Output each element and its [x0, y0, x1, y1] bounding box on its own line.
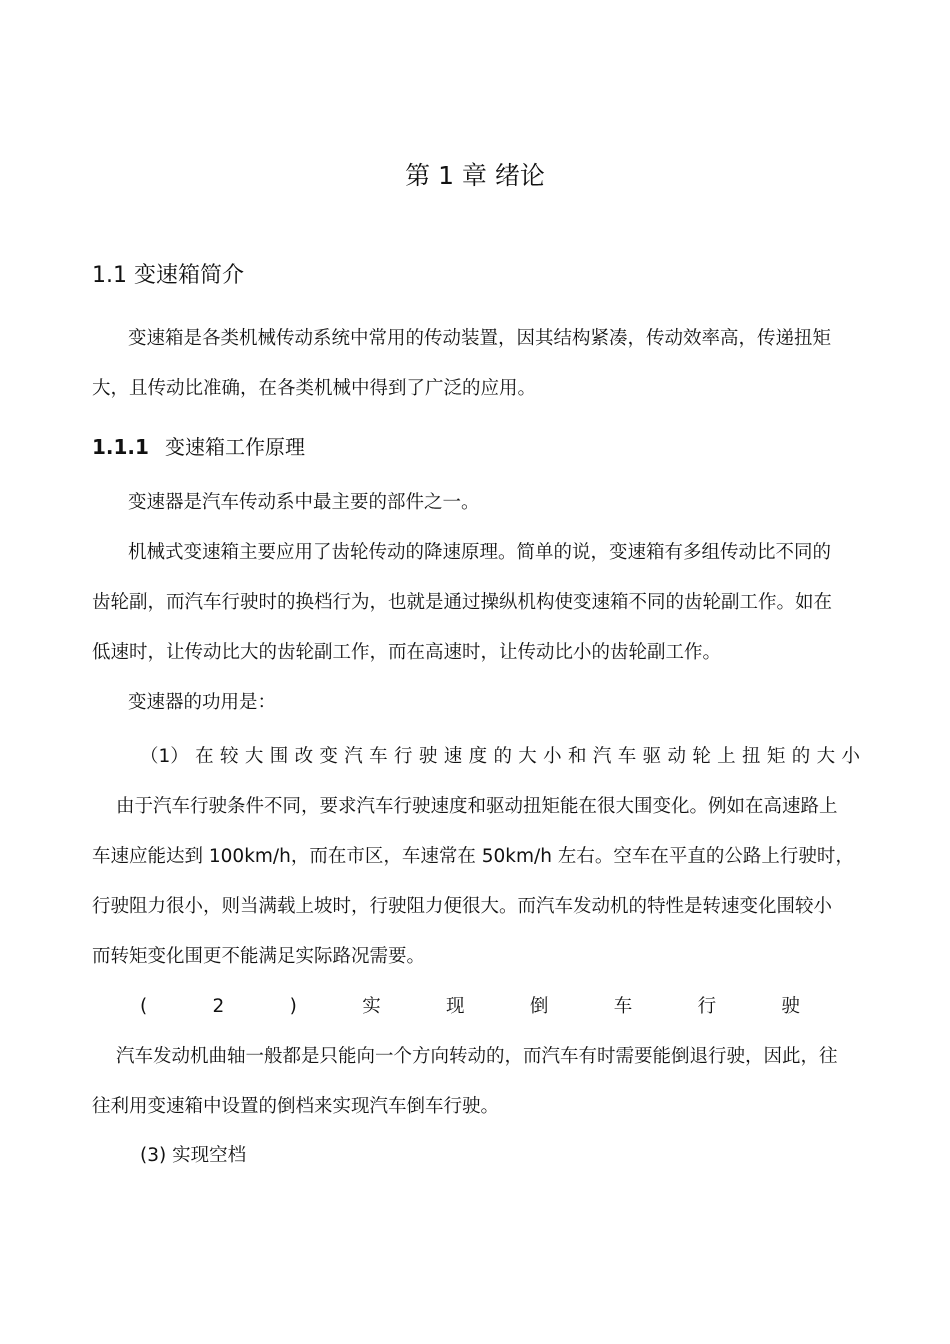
subsection-number: 1.1.1	[92, 435, 149, 459]
paragraph-line: 齿轮副，而汽车行驶时的换档行为，也就是通过操纵机构使变速箱不同的齿轮副工作。如在	[92, 592, 833, 613]
paragraph-line: 大，且传动比准确，在各类机械中得到了广泛的应用。	[92, 378, 537, 399]
paragraph-line: 低速时，让传动比大的齿轮副工作，而在高速时，让传动比小的齿轮副工作。	[92, 642, 722, 663]
paragraph-line: 车速应能达到 100km/h，而在市区，车速常在 50km/h 左右。空车在平直的公路上行驶时，	[92, 846, 854, 867]
chapter-title: 第 1 章 绪论	[405, 161, 545, 190]
list-item-heading: ( 2 ) 实 现 倒 车 行 驶	[140, 996, 800, 1017]
section-title: 1.1 变速箱简介	[92, 263, 244, 288]
paragraph-line: 变速器是汽车传动系中最主要的部件之一。	[128, 492, 480, 513]
paragraph-line: 往利用变速箱中设置的倒档来实现汽车倒车行驶。	[92, 1096, 500, 1117]
paragraph-line: 机械式变速箱主要应用了齿轮传动的降速原理。简单的说，变速箱有多组传动比不同的	[128, 542, 832, 563]
paragraph-line: 由于汽车行驶条件不同，要求汽车行驶速度和驱动扭矩能在很大围变化。例如在高速路上	[116, 796, 838, 817]
list-item-heading: (3) 实现空档	[140, 1145, 247, 1166]
paragraph-line: 而转矩变化围更不能满足实际路况需要。	[92, 946, 426, 967]
paragraph-line: 变速器的功用是：	[128, 692, 277, 713]
subsection-title	[92, 434, 305, 460]
paragraph-line: 行驶阻力很小，则当满载上坡时，行驶阻力便很大。而汽车发动机的特性是转速变化围较小	[92, 896, 833, 917]
list-item-heading: （1） 在 较 大 围 改 变 汽 车 行 驶 速 度 的 大 小 和 汽 车 驱 动 轮 上 扭 矩 的 大 小	[140, 746, 860, 767]
paragraph-line: 变速箱是各类机械传动系统中常用的传动装置，因其结构紧凑，传动效率高，传递扭矩	[128, 328, 832, 349]
paragraph-line: 汽车发动机曲轴一般都是只能向一个方向转动的，而汽车有时需要能倒退行驶，因此，往	[116, 1046, 838, 1067]
subsection-title-text: 变速箱工作原理	[164, 435, 305, 459]
